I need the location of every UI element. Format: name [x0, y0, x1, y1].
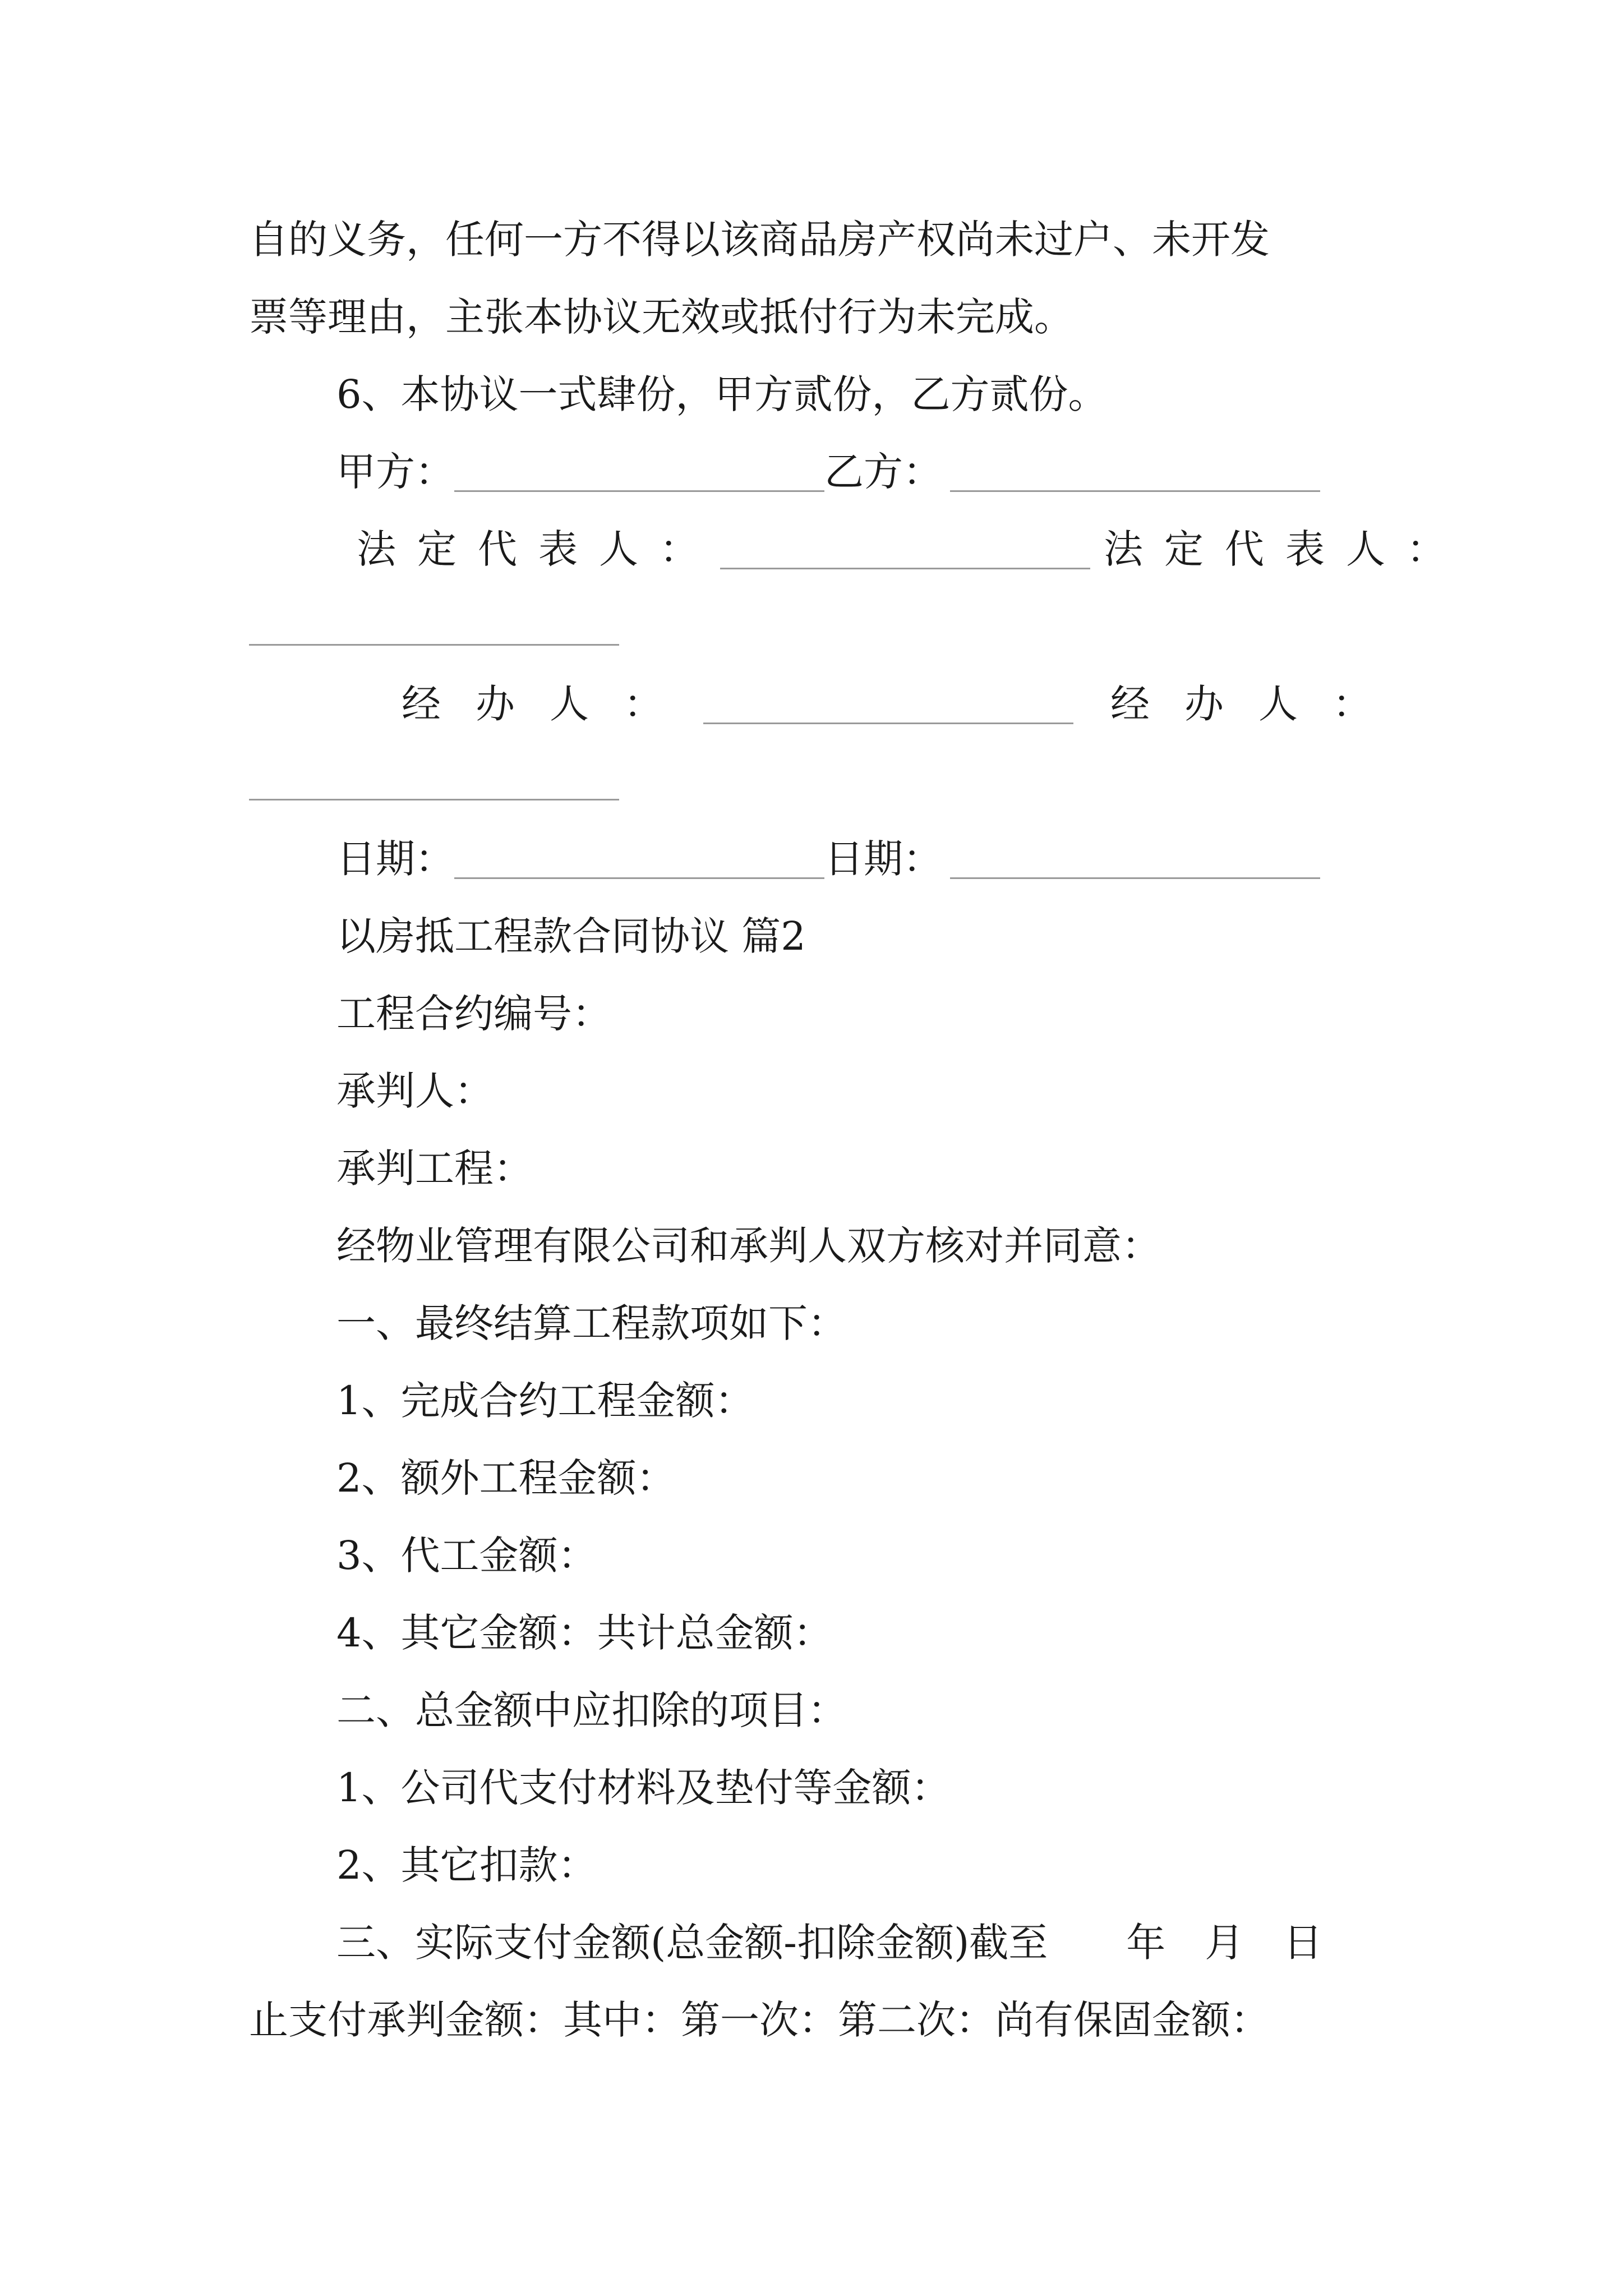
part-2-item: 1、公司代支付材料及垫付等金额： [336, 1765, 951, 1811]
part-3-line-1: 三、实际支付金额(总金额-扣除金额)截至 年 月 日 [336, 1920, 1323, 1966]
handler-a-label: 经办人： [402, 681, 698, 727]
field-contract-no: 工程合约编号： [336, 991, 611, 1037]
date-a-label: 日期： [336, 836, 454, 882]
part-2-item: 2、其它扣款： [336, 1842, 597, 1888]
handler-b-blank [249, 799, 619, 800]
party-signature-row [336, 449, 1320, 495]
part-2-title: 二、总金额中应扣除的项目： [336, 1687, 847, 1733]
agreement-intro: 经物业管理有限公司和承判人双方核对并同意： [336, 1223, 1161, 1269]
date-row [336, 836, 1320, 882]
part-1-item: 2、额外工程金额： [336, 1455, 676, 1501]
part-3-line-2: 止支付承判金额：其中：第一次：第二次：尚有保固金额： [249, 1997, 1270, 2043]
handler-row [402, 681, 1407, 727]
legal-rep-b-blank [249, 644, 619, 646]
clause-6: 6、本协议一式肆份，甲方贰份，乙方贰份。 [336, 371, 1108, 417]
date-b-label: 日期： [824, 836, 942, 882]
paragraph-continuation-line-2: 票等理由，主张本协议无效或抵付行为未完成。 [249, 294, 1073, 340]
part-1-title: 一、最终结算工程款项如下： [336, 1300, 847, 1346]
section-2-title: 以房抵工程款合同协议 篇2 [336, 913, 806, 959]
paragraph-continuation-line-1: 自的义务，任何一方不得以该商品房产权尚未过户、未开发 [249, 217, 1270, 263]
legal-rep-row [357, 526, 1467, 572]
part-1-item: 3、代工金额： [336, 1533, 597, 1579]
legal-rep-a-blank [720, 567, 1090, 569]
part-1-item: 4、其它金额：共计总金额： [336, 1610, 833, 1656]
part-1-item: 1、完成合约工程金额： [336, 1378, 754, 1424]
party-a-label: 甲方： [336, 449, 454, 495]
party-b-blank [950, 490, 1320, 492]
date-b-blank [950, 877, 1320, 879]
party-b-label: 乙方： [824, 449, 942, 495]
field-contractor: 承判人： [336, 1068, 494, 1114]
handler-b-label: 经办人： [1110, 681, 1407, 727]
party-a-blank [454, 490, 824, 492]
field-project: 承判工程： [336, 1145, 533, 1191]
legal-rep-b-label: 法定代表人： [1104, 526, 1467, 572]
handler-a-blank [703, 722, 1073, 724]
date-a-blank [454, 877, 824, 879]
legal-rep-a-label: 法定代表人： [357, 526, 720, 572]
